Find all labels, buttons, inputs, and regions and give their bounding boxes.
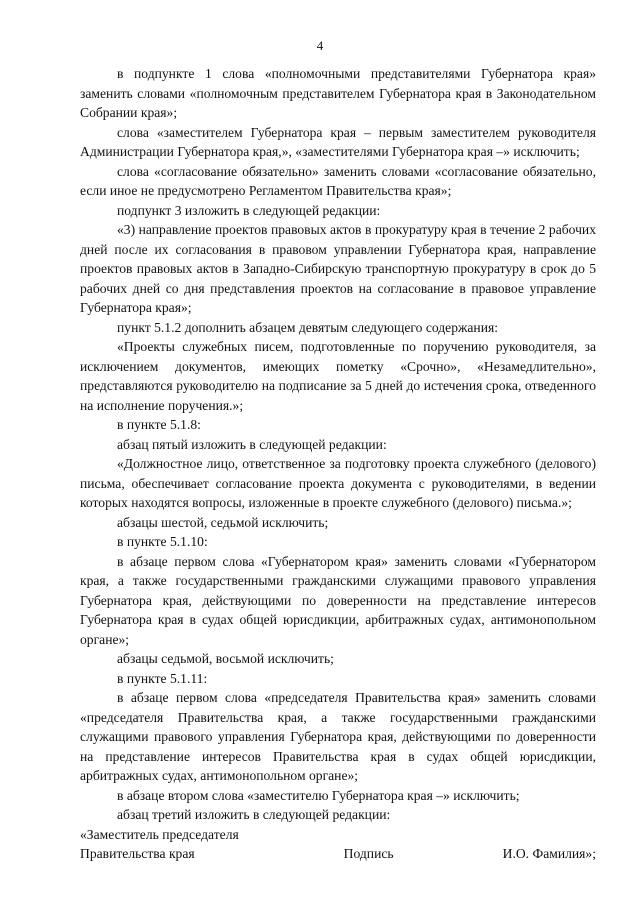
paragraph: слова «заместителем Губернатора края – первым заместителем руководителя Администрации Губернатора края,», «заместителями Губернатора края –» исключить; [80,124,596,159]
paragraph: в пункте 5.1.8: [117,417,201,432]
signature-row [80,844,596,864]
paragraph: пункт 5.1.2 дополнить абзацем девятым следующего содержания: [117,319,499,335]
paragraph: «Должностное лицо, ответственное за подготовку проекта служебного (делового) письма, обеспечивает согласование проекта документа с руководителями, в ведении которых находятся вопросы, изложенные в проекте служебного (делового) письма.»; [80,456,596,510]
signature-title-line: «Заместитель председателя [80,826,239,842]
page-number: 4 [316,38,324,53]
paragraph: в пункте 5.1.11: [117,670,208,686]
paragraph: слова «согласование обязательно» заменить словами «согласование обязательно, если иное не предусмотрено Регламентом Правительства края»; [80,163,596,198]
paragraph: в абзаце первом слова «Губернатором края» заменить словами «Губернатором края, а также государственными гражданскими служащими правового управления Губернатора края, действующими по доверенности на представление интересов Губернатора края в судах общей юрисдикции, арбитражных судах, антимонопольном органе»; [80,553,596,647]
paragraph: в подпункте 1 слова «полномочными представителями Губернатора края» заменить словами «полномочным представителем Губернатора края в Законодательном Собрании края»; [80,66,596,120]
paragraph: абзац пятый изложить в следующей редакции: [117,436,387,452]
paragraph: подпункт 3 изложить в следующей редакции: [117,202,381,218]
paragraph: в пункте 5.1.10: [117,534,208,549]
paragraph: абзацы седьмой, восьмой исключить; [117,651,334,666]
paragraph: в абзаце первом слова «председателя Правительства края» заменить словами «председателя Правительства края, а также государственными гражданскими служащими правового управления Губернатора края, действующими по доверенности на представление интересов Правительства края в судах общей юрисдикции, арбитражных судах, антимонопольном органе»; [80,690,596,783]
paragraph: в абзаце втором слова «заместителю Губернатора края –» исключить; [117,787,520,803]
paragraph: «Проекты служебных писем, подготовленные по поручению руководителя, за исключением документов, имеющих пометку «Срочно», «Незамедлительно», представляются руководителю на подписание за 5 дней до истечения срока, отведенного на исполнение поручения.»; [80,339,596,413]
document-body [80,64,596,864]
signature-position: Правительства края [80,846,195,861]
paragraph: абзацы шестой, седьмой исключить; [117,514,329,530]
signature-placeholder: Подпись [343,846,394,861]
paragraph: абзац третий изложить в следующей редакции: [117,807,391,822]
signature-name: И.О. Фамилия»; [502,846,596,861]
paragraph: «3) направление проектов правовых актов в прокуратуру края в течение 2 рабочих дней после их согласования в правовом управлении Губернатора края, направление проектов правовых актов в Западно-Сибирскую транспортную прокуратуру в срок до 5 рабочих дней со дня представления проектов на согласование в правовое управление Губернатора края»; [80,222,596,315]
signature-block [80,825,596,864]
